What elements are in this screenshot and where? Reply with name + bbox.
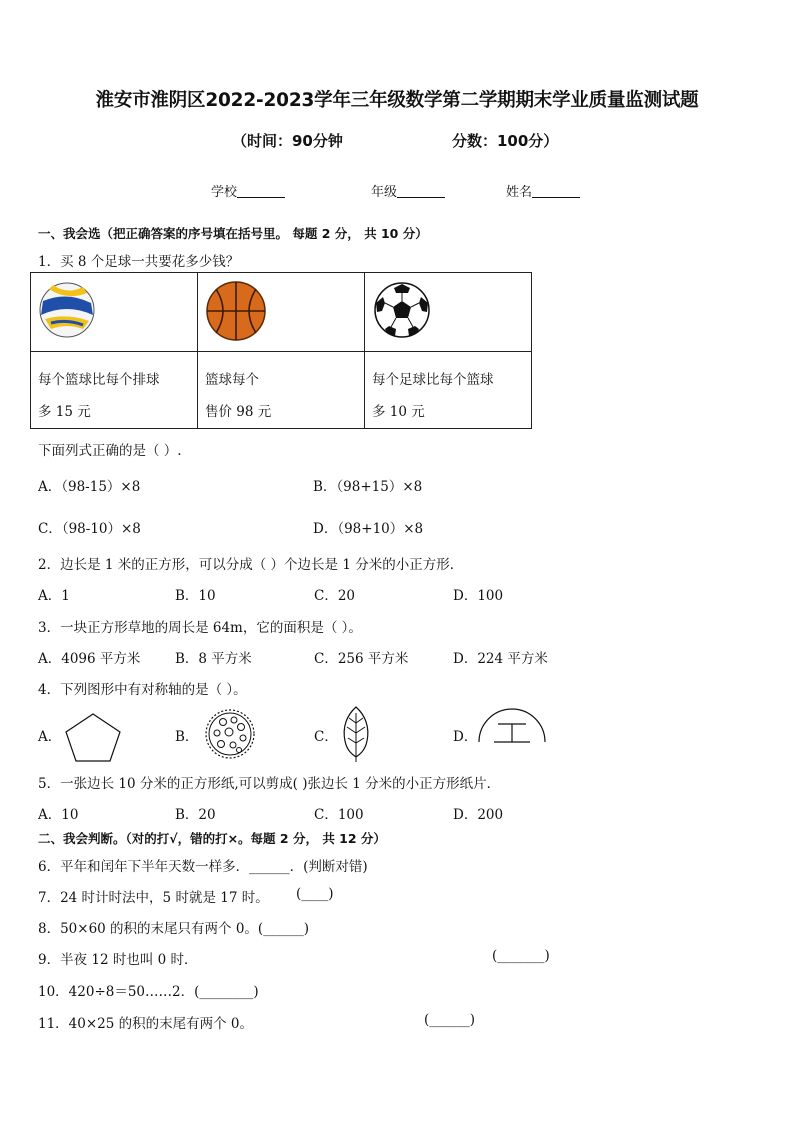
grade-label: 年级 xyxy=(371,185,398,200)
q4-option-a[interactable]: A． xyxy=(38,729,62,745)
q5-option-d[interactable]: D．200 xyxy=(453,807,504,823)
q5-option-c[interactable]: C．100 xyxy=(314,807,364,823)
q3-stem: 3．一块正方形草地的周长是 64m，它的面积是（ ）。 xyxy=(38,620,362,636)
name-label: 姓名 xyxy=(506,185,533,200)
q6-text: 6．平年和闰年下半年天数一样多．______．(判断对错) xyxy=(38,859,368,875)
q1-option-c[interactable]: C．（98-10）×8 xyxy=(38,521,141,537)
basketball-icon xyxy=(198,273,364,347)
section-2-heading: 二、我会判断。（对的打√，错的打×。每题 2 分， 共 12 分） xyxy=(38,831,386,846)
name-field[interactable] xyxy=(506,181,580,200)
price-table xyxy=(30,272,532,429)
grade-field[interactable] xyxy=(371,181,445,200)
q3-option-c[interactable]: C．256 平方米 xyxy=(314,651,409,667)
q2-option-d[interactable]: D．100 xyxy=(453,588,504,604)
volleyball-cell xyxy=(31,273,198,352)
q5-option-a[interactable]: A．10 xyxy=(38,807,79,823)
q9-text: 9．半夜 12 时也叫 0 时． xyxy=(38,952,198,968)
table-cell-2: 篮球每个 售价 98 元 xyxy=(198,352,365,429)
q10-text: 10．420÷8＝50……2．(________) xyxy=(38,984,259,1000)
q1-option-d[interactable]: D．（98+10）×8 xyxy=(313,521,424,537)
school-field[interactable] xyxy=(211,181,285,200)
q8-text: 8．50×60 的积的末尾只有两个 0。(______) xyxy=(38,921,309,937)
q7-text: 7．24 时计时法中，5 时就是 17 时。 xyxy=(38,890,269,906)
basketball-cell xyxy=(198,273,365,352)
q2-option-b[interactable]: B．10 xyxy=(175,588,216,604)
total-score: 分数：100分） xyxy=(452,132,559,150)
table-cell-1: 每个篮球比每个排球 多 15 元 xyxy=(31,352,198,429)
q3-option-a[interactable]: A．4096 平方米 xyxy=(38,651,141,667)
pentagon-icon xyxy=(63,712,123,764)
q2-stem: 2．边长是 1 米的正方形，可以分成（ ）个边长是 1 分米的小正方形． xyxy=(38,557,464,573)
q2-option-c[interactable]: C．20 xyxy=(314,588,356,604)
q3-option-d[interactable]: D．224 平方米 xyxy=(453,651,548,667)
page-title: 淮安市淮阴区2022-2023学年三年级数学第二学期期末学业质量监测试题 xyxy=(95,90,699,111)
q9-answer-blank[interactable]: (_______) xyxy=(492,948,550,964)
q1-option-a[interactable]: A．（98-15）×8 xyxy=(38,479,141,495)
q5-option-b[interactable]: B．20 xyxy=(175,807,216,823)
q1-stem: 1．买 8 个足球一共要花多少钱？ xyxy=(38,254,240,270)
q7-answer-blank[interactable]: (____) xyxy=(296,886,334,902)
q4-option-c[interactable]: C． xyxy=(314,729,338,745)
q11-text: 11．40×25 的积的末尾有两个 0。 xyxy=(38,1016,254,1032)
q11-answer-blank[interactable]: (______) xyxy=(424,1012,476,1028)
q4-option-b[interactable]: B． xyxy=(175,729,199,745)
q5-stem: 5．一张边长 10 分米的正方形纸,可以剪成( )张边长 1 分米的小正方形纸片． xyxy=(38,776,501,792)
soccer-ball-cell xyxy=(365,273,532,352)
leaf-icon xyxy=(339,705,373,763)
arch-icon xyxy=(476,706,548,746)
q1-option-b[interactable]: B．（98+15）×8 xyxy=(313,479,423,495)
q4-stem: 4．下列图形中有对称轴的是（ ）。 xyxy=(38,682,247,698)
table-cell-3: 每个足球比每个篮球 多 10 元 xyxy=(365,352,532,429)
q2-option-a[interactable]: A．1 xyxy=(38,588,70,604)
q3-option-b[interactable]: B．8 平方米 xyxy=(175,651,252,667)
scalloped-circle-icon xyxy=(203,707,257,761)
section-1-heading: 一、我会选（把正确答案的序号填在括号里。 每题 2 分， 共 10 分） xyxy=(38,226,428,241)
school-label: 学校 xyxy=(211,185,238,200)
time-limit: （时间：90分钟 xyxy=(232,132,343,150)
volleyball-icon xyxy=(31,273,197,347)
q4-option-d[interactable]: D． xyxy=(453,729,478,745)
q1-prompt: 下面列式正确的是（ ）. xyxy=(38,443,182,459)
soccer-ball-icon xyxy=(365,273,531,347)
